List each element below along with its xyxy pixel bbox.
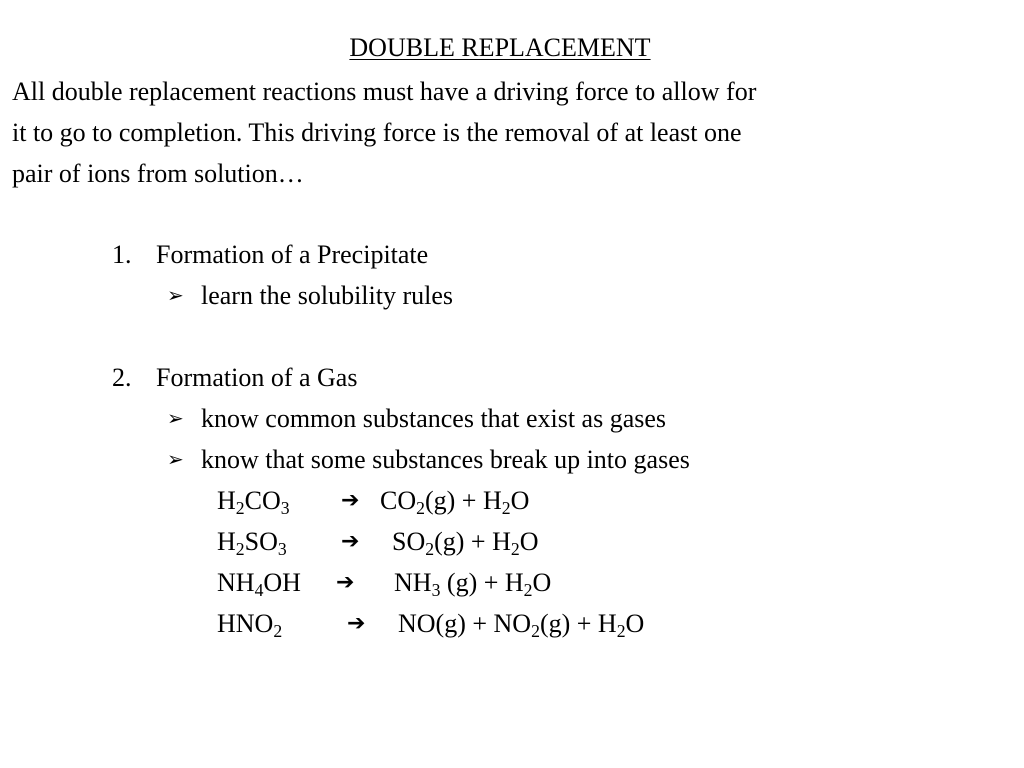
slide-title: DOUBLE REPLACEMENT — [349, 33, 651, 62]
equation-product: $CO_2(g) + H_2O$ — [380, 486, 530, 518]
equation-reactant: $NH_4OH$ — [217, 568, 301, 600]
equation-reactant: $H_2SO_3$ — [217, 527, 287, 559]
equation-product: $NO(g) + NO_2(g) + H_2O$ — [398, 609, 645, 641]
intro-line-2: it to go to completion. This driving force is the removal of at least one — [12, 118, 742, 147]
arrow-bullet-icon: ➢ — [167, 406, 184, 430]
bullet-text: learn the solubility rules — [201, 281, 454, 310]
list-item-label: Formation of a Gas — [156, 363, 358, 392]
equation-product: $SO_2(g) + H_2O$ — [392, 527, 539, 559]
bullet-common-gases — [167, 401, 666, 438]
reaction-arrow-icon: ➔ — [347, 611, 366, 636]
bullet-break-up-gases — [167, 442, 690, 479]
bullet-solubility-rules — [167, 278, 453, 315]
list-item-precipitate — [112, 237, 428, 273]
reaction-arrow-icon: ➔ — [341, 488, 360, 513]
equation-reactant: $HNO_2$ — [217, 609, 283, 641]
equation-product: $NH_3$ $(g) + H_2O$ — [394, 568, 552, 600]
intro-paragraph — [12, 71, 1012, 194]
intro-line-3: pair of ions from solution… — [12, 159, 304, 188]
bullet-text: know common substances that exist as gases — [201, 404, 667, 433]
intro-line-1: All double replacement reactions must have a driving force to allow for — [12, 77, 757, 106]
list-item-label: Formation of a Precipitate — [156, 240, 429, 269]
arrow-bullet-icon: ➢ — [167, 447, 184, 471]
list-item-number: 1. — [112, 240, 132, 269]
arrow-bullet-icon: ➢ — [167, 283, 184, 307]
list-item-gas — [112, 360, 357, 396]
list-item-number: 2. — [112, 363, 132, 392]
bullet-text: know that some substances break up into gases — [201, 445, 690, 474]
reaction-arrow-icon: ➔ — [336, 570, 355, 595]
reaction-arrow-icon: ➔ — [341, 529, 360, 554]
equation-reactant: $H_2CO_3$ — [217, 486, 290, 518]
